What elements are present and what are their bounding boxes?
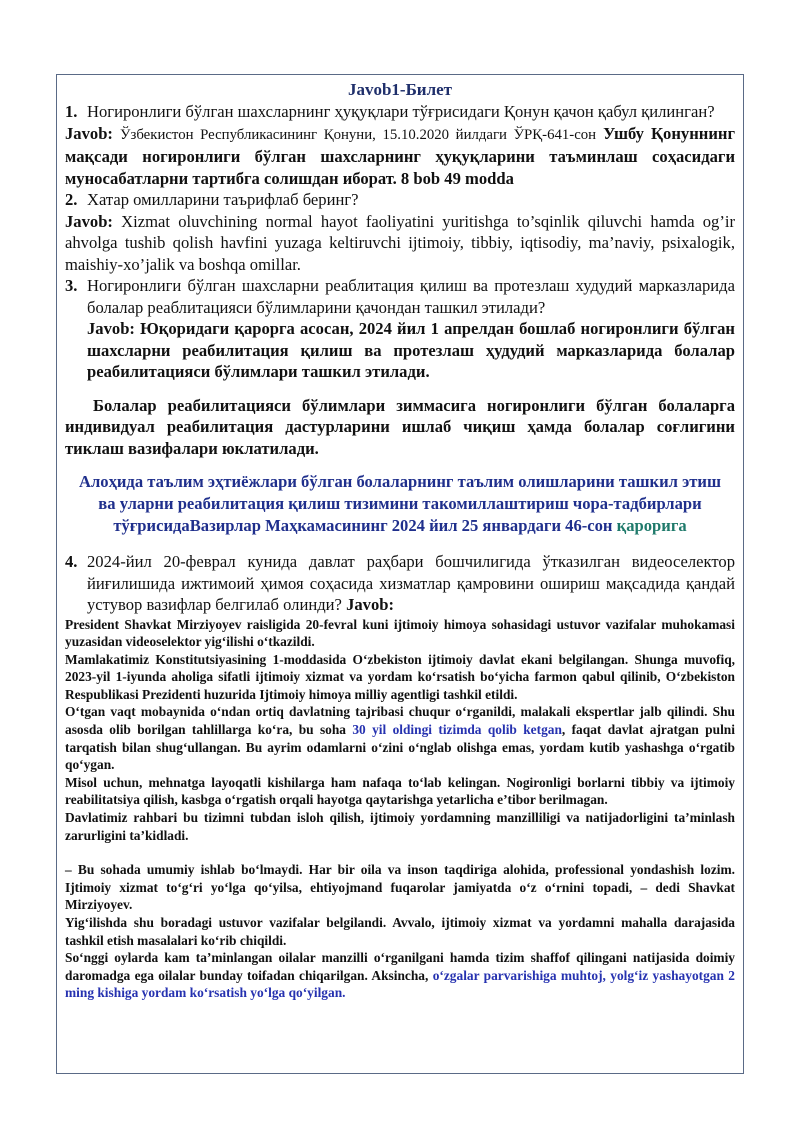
document-frame: [56, 74, 744, 1074]
news-paragraph-8: [65, 949, 735, 1002]
news-spacer: [65, 844, 735, 861]
decree-text: Алоҳида таълим эҳтиёжлари бўлган болаларнинг таълим олишларини ташкил этиш ва уларни реабилитация қилиш тизимини такомиллаштириш чора-тадбирлари тўғрисидаВазирлар Маҳкамасининг 2024 йил 25 январдаги 46-сон: [78, 472, 721, 535]
news-paragraph-6: – Bu sohada umumiy ishlab bo‘lmaydi. Har bir oila va inson taqdiriga alohida, professional yondashish lozim. Ijtimoiy xizmat to‘g‘ri yo‘lga qo‘yilsa, ehtiyojmand fuqarolar jamiyatda o‘z o‘rnini topadi, – dedi Shavkat Mirziyoyev.: [65, 862, 735, 913]
answer-1-text: Ушбу Қонуннинг мақсади ногиронлиги бўлган шахсларнинг ҳуқуқларини таъминлаш соҳасидаги муносабатларни тартибга солишдан иборат. 8 bob 49 modda: [65, 123, 735, 188]
news-paragraph-4: Misol uchun, mehnatga layoqatli kishilarga ham nafaqa to‘lab kelingan. Nogironligi borlarni tibbiy va ijtimoiy reabilitatsiya qilish, kasbga o‘rgatish orqali hayotga qaytarishga yetarlicha e’tibor berilmagan.: [65, 774, 735, 808]
question-1-text: Ногиронлиги бўлган шахсларнинг ҳуқуқлари тўғрисидаги Қонун қачон қабул қилинган?: [87, 102, 715, 121]
question-4-text: 2024-йил 20-феврал кунида давлат раҳбари бошчилигида ўтказилган видеоселектор йиғилишида ижтимоий ҳимоя соҳасида хизматлар қамровини ошириш мақсадида қандай устувор вазифлар белгилаб олинди?: [87, 552, 735, 614]
question-1: [65, 101, 735, 123]
decree-link[interactable]: қарорига: [616, 516, 687, 535]
answer-1: [65, 123, 735, 190]
news-paragraph-8-highlight[interactable]: o‘zgalar parvarishiga muhtoj, yolg‘iz yashayotgan 2 ming kishiga yordam ko‘rsatish yo‘lga qo‘yilgan.: [65, 967, 735, 1001]
question-4-number: 4.: [65, 552, 78, 571]
question-3-text: Ногиронлиги бўлган шахсларни реаблитация қилиш ва протезлаш худудий марказларида болалар реаблитацияси бўлимларини қачондан ташкил этилади?: [87, 276, 735, 317]
answer-2-text: Xizmat oluvchining normal hayot faoliyatini yuritishga to’sqinlik qiluvchi hamda og’ir ahvolga tushib qolish havfini yuzaga keltiruvchi ijtimoiy, tibbiy, iqtisodiy, ma’naviy, psixalogik, maishiy-xo’jalik va boshqa omillar.: [65, 211, 736, 274]
answer-4-news: [65, 616, 735, 1002]
question-2: [65, 189, 735, 211]
news-paragraph-8-start: So‘nggi oylarda kam ta’minlangan oilalar manzilli o‘rganilgani hamda tizim shaffof qilingani natijasida doimiy daromadga ega oilalar bunday toifadan chiqarilgan. Aksincha,: [65, 950, 735, 983]
news-paragraph-3: [65, 703, 735, 773]
answer-1-label: Javob:: [65, 123, 113, 143]
question-4-text-block: [87, 551, 735, 616]
answer-4-label: Javob:: [346, 595, 395, 614]
news-paragraph-1: President Shavkat Mirziyoyev raisligida 20-fevral kuni ijtimoiy himoya sohasidagi ustuvor vazifalar muhokamasi yuzasidan videoselektor yig‘ilishi o‘tkazildi.: [65, 616, 735, 650]
question-3-number: 3.: [65, 276, 78, 295]
answer-3-paragraph: Болалар реабилитацияси бўлимлари зиммасига ногиронлиги бўлган болаларга индивидуал реабилитация дастурларини ишлаб чиқиш ҳамда болалар соғлигини тиклаш вазифалари юклатилади.: [65, 395, 735, 458]
answer-2-label: Javob:: [65, 211, 113, 231]
question-1-number: 1.: [65, 102, 78, 121]
news-paragraph-2: Mamlakatimiz Konstitutsiyasining 1-moddasida O‘zbekiston ijtimoiy davlat ekani belgilangan. Shunga muvofiq, 2023-yil 1-iyunda aholiga sifatli ijtimoiy xizmat va yordam ko‘rsatish bo‘yicha farmon qabul qilinib, O‘zbekiston Respublikasi Prezidenti huzurida Ijtimoiy himoya milliy agentligi tashkil etildi.: [65, 651, 735, 702]
question-4: [65, 551, 735, 616]
news-paragraph-3-highlight[interactable]: 30 yil oldingi tizimda qolib ketgan: [352, 722, 562, 738]
news-paragraph-7: Yig‘ilishda shu boradagi ustuvor vazifalar belgilandi. Avvalo, ijtimoiy xizmat va yordamni mahalla darajasida tashkil etish masalalari ko‘rib chiqildi.: [65, 915, 735, 948]
question-2-text: Хатар омилларини таърифлаб беринг?: [87, 190, 359, 209]
answer-2: [65, 211, 735, 276]
news-paragraph-5: Davlatimiz rahbari bu tizimni tubdan isloh qilish, ijtimoiy yordamning manzilliligi va natijadorligini ta’minlash zarurligini ta’kidladi.: [65, 810, 735, 843]
answer-3-text: Javob: Юқоридаги қарорга асосан, 2024 йил 1 апрелдан бошлаб ногиронлиги бўлган шахсларни реабилитация қилиш ва протезлаш ҳудудий марказларида болалар реабилитацияси бўлимлари ташкил этилади.: [87, 319, 735, 381]
question-3: [65, 275, 735, 318]
question-2-number: 2.: [65, 190, 78, 209]
answer-1-law-reference: Ўзбекистон Республикасининг Қонуни, 15.10.2020 йилдаги ЎРҚ-641-сон: [120, 126, 597, 143]
document-title: Javob1-Билет: [347, 80, 453, 99]
decree-heading: [71, 471, 729, 537]
news-paragraph-3-start: O‘tgan vaqt mobaynida o‘ndan ortiq davlatning tajribasi chuqur o‘rganildi, malakali ekspertlar jalb qilindi. Shu asosda olib borilgan tahlillarga ko‘ra, bu soha: [65, 704, 735, 738]
news-paragraph-3-end: , faqat davlat ajratgan pulni tarqatish bilan shug‘ullangan. Bu ayrim odamlarni o‘zini o‘nglab olishga emas, yordam kutib yashashga o‘rgatib qo‘ygan.: [65, 722, 735, 773]
